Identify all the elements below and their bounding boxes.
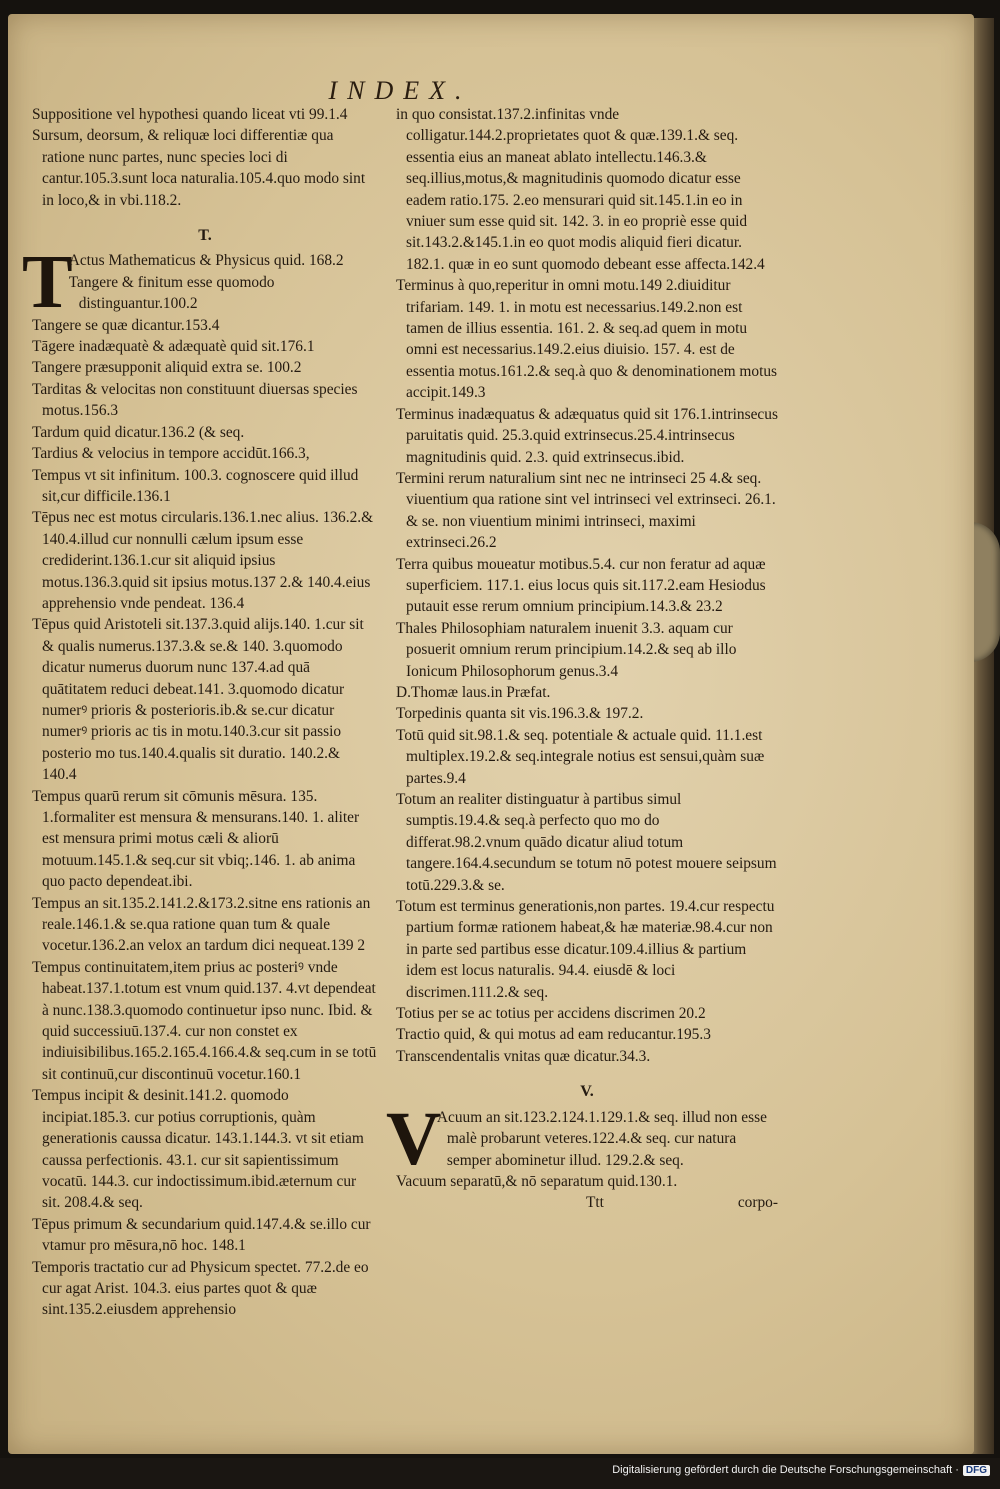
index-entry: Temporis tractatio cur ad Physicum spectet. 77.2.de eo cur agat Arist. 104.3. eius partes quot & quæ sint.135.2.eiusdem apprehensio <box>32 1258 369 1319</box>
index-entry: Tardum quid dicatur.136.2 (& seq. <box>32 423 245 441</box>
index-entry: Vacuum separatū,& nō separatum quid.130.1. <box>396 1172 678 1190</box>
index-entry: Tardius & velocius in tempore accidūt.166.3, <box>32 445 310 463</box>
page-bottom-line <box>396 1192 778 1214</box>
index-entry: Terra quibus moueatur motibus.5.4. cur non feratur ad aquæ superficiem. 117.1. eius locus quis sit.117.2.eam Hesiodus putauit esse rerum omnium principium.14.3.& 23.2 <box>396 555 766 616</box>
index-entry: Tempus an sit.135.2.141.2.&173.2.sitne ens rationis an reale.146.1.& se.qua ratione quan tum & quale vocetur.136.2.an velox an tardum dici nequeat.139 2 <box>32 894 371 955</box>
index-entry: Actus Mathematicus & Physicus quid. 168.2 <box>68 252 344 270</box>
funding-text: Digitalisierung gefördert durch die Deutsche Forschungsgemeinschaft · <box>612 1464 959 1476</box>
index-entry: Thales Philosophiam naturalem inuenit 3.3. aquam cur posuerit omnium rerum principium.14.2.& seq ab illo Ionicum Philosophorum genus.3.4 <box>396 619 737 680</box>
index-entry: Tractio quid, & qui motus ad eam reducantur.195.3 <box>396 1026 711 1044</box>
left-column <box>22 104 378 1321</box>
page-header: INDEX. <box>328 76 472 105</box>
index-entry: Totū quid sit.98.1.& seq. potentiale & actuale quid. 11.1.est multiplex.19.2.& seq.integrale notius est sensui,quàm suæ partes.9.4 <box>396 726 765 787</box>
signature-mark: Ttt <box>586 1194 604 1212</box>
index-entry: D.Thomæ laus.in Præfat. <box>396 683 551 701</box>
index-entry: Acuum an sit.123.2.124.1.129.1.& seq. illud non esse malè probarunt veteres.122.4.& seq. cur natura semper abominetur illud. 129.2.& seq. <box>436 1108 767 1169</box>
right-column <box>386 104 778 1214</box>
index-entry: Torpedinis quanta sit vis.196.3.& 197.2. <box>396 705 644 723</box>
index-entry: Transcendentalis vnitas quæ dicatur.34.3. <box>396 1047 651 1065</box>
index-entry: Termini rerum naturalium sint nec ne intrinseci 25 4.& seq. viuentium qua ratione sint vel intrinseci vel extrinseci. 26.1. & se. non viuentium minimi intrinseci, maximi extrinseci.26.2 <box>396 469 776 552</box>
index-entry: in quo consistat.137.2.infinitas vnde colligatur.144.2.proprietates quot & quæ.139.1.& seq. essentia eius an maneat ablato intellectu.146.3.& seq.illius,motus,& magnitudinis quomodo dicatur esse eadem ratio.175. 2.eo mensurari quid sit.145.1.in eo in vniuer sum esse quid sit. 142. 3. in eo propriè esse quid sit.143.2.&145.1.in eo quot modis aliquid fieri dicatur. 182.1. quæ in eo sunt quomodo debeant esse affecta.142.4 <box>396 106 765 273</box>
index-entry: Tempus incipit & desinit.141.2. quomodo incipiat.185.3. cur potius corruptionis, quàm generationis caussa dicatur. 143.1.144.3. vt sit etiam caussa perfectionis. 43.1. cur sit sapientissimum vocatū. 144.3. cur indoctissimum.ibid.æternum cur sit. 208.4.& seq. <box>32 1087 364 1212</box>
dfg-logo: DFG <box>963 1465 990 1476</box>
index-entry: Totius per se ac totius per accidens discrimen 20.2 <box>396 1005 706 1023</box>
index-entry: Terminus à quo,reperitur in omni motu.149 2.diuiditur trifariam. 149. 1. in motu est necessarius.149.2.non est tamen de illius essentia. 161. 2. & seq.ad quem in motu omni est necessarius.149.2.eius diuisio. 157. 4. est de essentia motus.161.2.& seq.à quo & denominationem motus accipit.149.3 <box>396 277 778 402</box>
section-t-entries <box>32 272 378 1321</box>
section-letter-t: T. <box>198 227 212 245</box>
index-entry: Sursum, deorsum, & reliquæ loci differentiæ qua ratione nunc partes, nunc species loci di cantur.105.3.sunt loca naturalia.105.4.quo modo sint in loco,& in vbi.118.2. <box>32 127 366 209</box>
index-entry: Tempus vt sit infinitum. 100.3. cognoscere quid illud sit,cur difficile.136.1 <box>32 466 359 505</box>
catchword: corpo- <box>737 1194 778 1212</box>
section-t-continued-entries <box>396 104 778 1067</box>
index-entry: Tangere præsupponit aliquid extra se. 100.2 <box>32 359 302 377</box>
index-entry: Tempus continuitatem,item prius ac posteriꝰ vnde habeat.137.1.totum est vnum quid.137. 4.vt dependeat à nunc.138.3.quomodo continuetur ipso nunc. Ibid. & quid successiuū.137.4. cur non constet ex indiuisibilibus.165.2.165.4.166.4.& seq.cum in se totū sit continuū,cur discontinuū vocetur.160.1 <box>32 958 377 1083</box>
index-entry: Tēpus primum & secundarium quid.147.4.& se.illo cur vtamur pro mēsura,nō hoc. 148.1 <box>32 1215 371 1255</box>
drop-cap-t: T <box>22 240 73 325</box>
section-letter-v: V. <box>580 1083 594 1101</box>
section-v-entries <box>396 1171 778 1192</box>
index-entry: Tarditas & velocitas non constituunt diuersas species motus.156.3 <box>32 380 358 420</box>
index-entry: Tāgere inadæquatè & adæquatè quid sit.176.1 <box>32 338 315 356</box>
index-entry: Totum an realiter distinguatur à partibus simul sumptis.19.4.& seq.à perfecto quo mo do differat.98.2.vnum quādo dicatur aliud totum tangere.164.4.secundum se totum nō potest mouere seipsum totū.229.3.& se. <box>396 791 777 894</box>
index-entry: Tēpus quid Aristoteli sit.137.3.quid alijs.140. 1.cur sit & qualis numerus.137.3.& se.& 140. 3.quomodo dicatur numerus duorum nunc 137.4.ad quā quātitatem reduci debeat.141. 3.quomodo dicatur numerꝰ prioris & posterioris.ib.& se.cur dicatur numerꝰ prioris ac tis in motu.140.3.cur sit passio posterio mo tus.140.4.qualis sit duratio. 140.2.& 140.4 <box>32 616 364 784</box>
drop-cap-v: V <box>386 1096 441 1181</box>
index-entry: Terminus inadæquatus & adæquatus quid sit 176.1.intrinsecus paruitatis quid. 25.3.quid extrinsecus.25.4.intrinsecus magnitudinis quid. 2.3. quid extrinsecus.ibid. <box>396 405 778 466</box>
index-entry: Suppositione vel hypothesi quando liceat vti 99.1.4 <box>32 106 348 123</box>
index-entry: Tēpus nec est motus circularis.136.1.nec alius. 136.2.& 140.4.illud cur nonnulli cælum ipsum esse crediderint.136.1.cur sit aliquid ipsius motus.136.3.quid sit ipsius motus.137 2.& 140.4.eius apprehensio vnde pendeat. 136.4 <box>32 509 374 612</box>
index-entry: Tangere se quæ dicantur.153.4 <box>32 316 220 334</box>
funding-footer <box>612 1464 990 1476</box>
index-entry: Tempus quarū rerum sit cōmunis mēsura. 135. 1.formaliter est mensura & mensurans.140. 1. aliter est mensura primi motus cæli & aliorū motuum.145.1.& seq.cur sit vbiq;.146. 1. ab anima quo pacto dependeat.ibi. <box>32 787 360 891</box>
index-entry: Tangere & finitum esse quomodo distinguantur.100.2 <box>68 273 275 313</box>
book-clasp <box>970 522 1000 662</box>
index-entry: Totum est terminus generationis,non partes. 19.4.cur respectu partium formæ rationem habeat,& hæ materiæ.98.4.cur non in parte sed partibus esse dicatur.109.4.illius & partium idem est locus naturalis. 94.4. eiusdē & loci discrimen.111.2.& seq. <box>396 898 775 1001</box>
